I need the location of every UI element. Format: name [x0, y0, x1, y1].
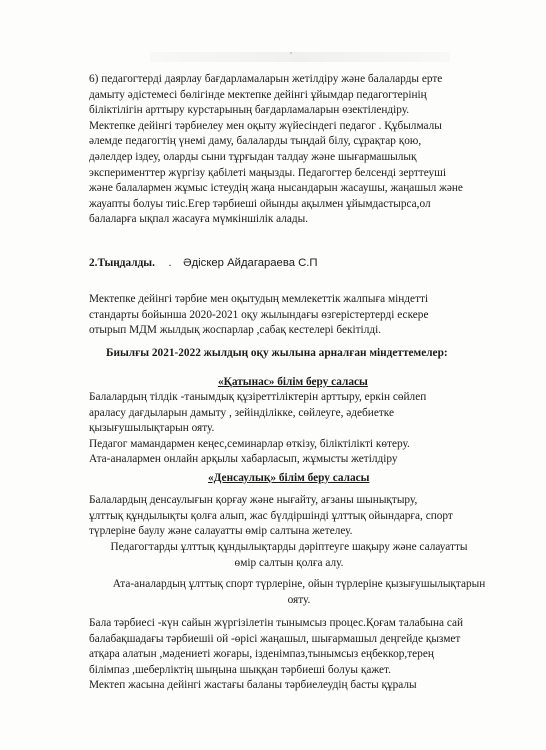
section-2-speaker: Әдіскер Айдагараева С.П	[183, 257, 318, 269]
text-line: атқара алатын ,мәдениеті жоғары, ізденімпаз,тынымсыз еңбеккор,терең	[89, 648, 434, 661]
text-line: Ата-аналармен онлайн арқылы хабарласып, жұмысты жетілдіру	[89, 453, 398, 466]
text-line: Мектепке дейінгі тәрбиелеу мен оқыту жүйесіндегі педагог . Құбылмалы	[89, 119, 442, 132]
section-2-line	[89, 256, 318, 272]
text-line: стандарты бойынша 2020-2021 оқу жылындағы өзгерістертерді ескере	[89, 308, 429, 321]
paragraph-2	[89, 292, 428, 339]
text-line: әлемде педагогтің үнемі даму, балаларды тыңдай білу, сұрақтар қою,	[89, 135, 422, 148]
text-line: Педагог мамандармен кеңес,семинарлар өткізу, біліктілікті көтеру.	[89, 437, 410, 450]
text-line: Балалардың денсаулығын қорғау және нығайту, ағзаны шынықтыру,	[89, 494, 418, 506]
paragraph-3	[89, 616, 463, 694]
area-2-centered-1	[89, 540, 489, 571]
text-line: ұлттық құндылықты қолға алып, жас бүлдіршінді ұлттық ойындарға, спорт	[89, 509, 453, 522]
area-1-title-block	[218, 375, 368, 391]
text-line: ояту.	[287, 593, 311, 606]
section-2-heading: 2.Тыңдалды.	[89, 257, 155, 269]
text-line: отырып МДМ жылдық жоспарлар ,сабақ кестелері бекітілді.	[89, 324, 382, 337]
text-line: Балалардың тілдік -танымдық құзіреттіліктерін арттыру, еркін сөйлеп	[89, 391, 427, 403]
text-line: және балалармен жұмыс істеудің жаңа нысандарын жасаушы, жаңашыл және	[89, 182, 463, 195]
area-1-title: «Қатынас» білім беру саласы	[218, 376, 368, 388]
area-2-centered-2	[89, 577, 509, 608]
text-line: эксперименттер жүргізу қабілеті маңызды. Педагогтер белсенді зерттеуші	[89, 166, 446, 179]
text-line: Мектеп жасына дейінгі жастағы баланы тәрбиелеудің басты құралы	[89, 679, 417, 692]
text-line: білімпаз ,шеберліктің шыңына шыққан тәрбиеші болуы қажет.	[89, 663, 391, 676]
area-2-title-block	[208, 471, 369, 487]
scan-bleed-through	[150, 52, 450, 62]
text-line: түрлеріне баулу және салауатты өмір салтына жетелеу.	[89, 525, 353, 538]
tasks-title: Биылғы 2021-2022 жылдың оқу жылына арналған міндеттемелер:	[106, 347, 448, 359]
text-line: Ата-аналардың ұлттық спорт түрлеріне, ойын түрлеріне қызығушылықтарын	[112, 578, 486, 590]
section-2-dot: .	[168, 257, 172, 269]
text-line: Мектепке дейінгі тәрбие мен оқытудың мемлекеттік жалпыға міндетті	[89, 293, 429, 305]
paragraph-1	[89, 72, 463, 228]
text-line: дәлелдер іздеу, оларды сыни тұрғыдан талдау және шығармашылық	[89, 150, 417, 163]
text-line: балаларға ықпал жасауға мүмкіншілік алады.	[89, 213, 309, 226]
text-line: араласу дағдыларын дамыту , зейінділікке, сөйлеуге, әдебиетке	[89, 406, 395, 419]
text-line: өмір салтын қолға алу.	[234, 556, 344, 569]
text-line: балабақшадағы тәрбиешіі ой -өрісі жаңашыл, шығармашыл деңгейде қызмет	[89, 632, 461, 645]
area-2-title: «Денсаулық» білім беру саласы	[208, 472, 370, 484]
text-line: 6) педагогтерді даярлау бағдарламаларын жетілдіру және балаларды ерте	[89, 73, 443, 85]
text-line: біліктілігін арттыру курстарының бағдарламаларын өзектілендіру.	[89, 104, 410, 117]
text-line: Бала тәрбиесі -күн сайын жүргізілетін тынымсыз процес.Қоғам талабына сай	[89, 617, 464, 629]
text-line: жауапты болуы тиіс.Егер тәрбиеші ойынды ақылмен ұйымдастырса,ол	[89, 197, 431, 210]
text-line: дамыту әдістемесі бөлігінде мектепке дейінгі ұйымдар педагогтерінің	[89, 88, 427, 101]
text-line: Педагогтарды ұлттық құндылықтарды дәріптеуге шақыру және салауатты	[110, 541, 468, 553]
corner-mark: '	[290, 50, 292, 62]
area-1-body	[89, 390, 426, 468]
tasks-title-block	[106, 346, 448, 362]
area-2-body	[89, 493, 453, 540]
text-line: қызығушылықтарын ояту.	[89, 422, 215, 435]
